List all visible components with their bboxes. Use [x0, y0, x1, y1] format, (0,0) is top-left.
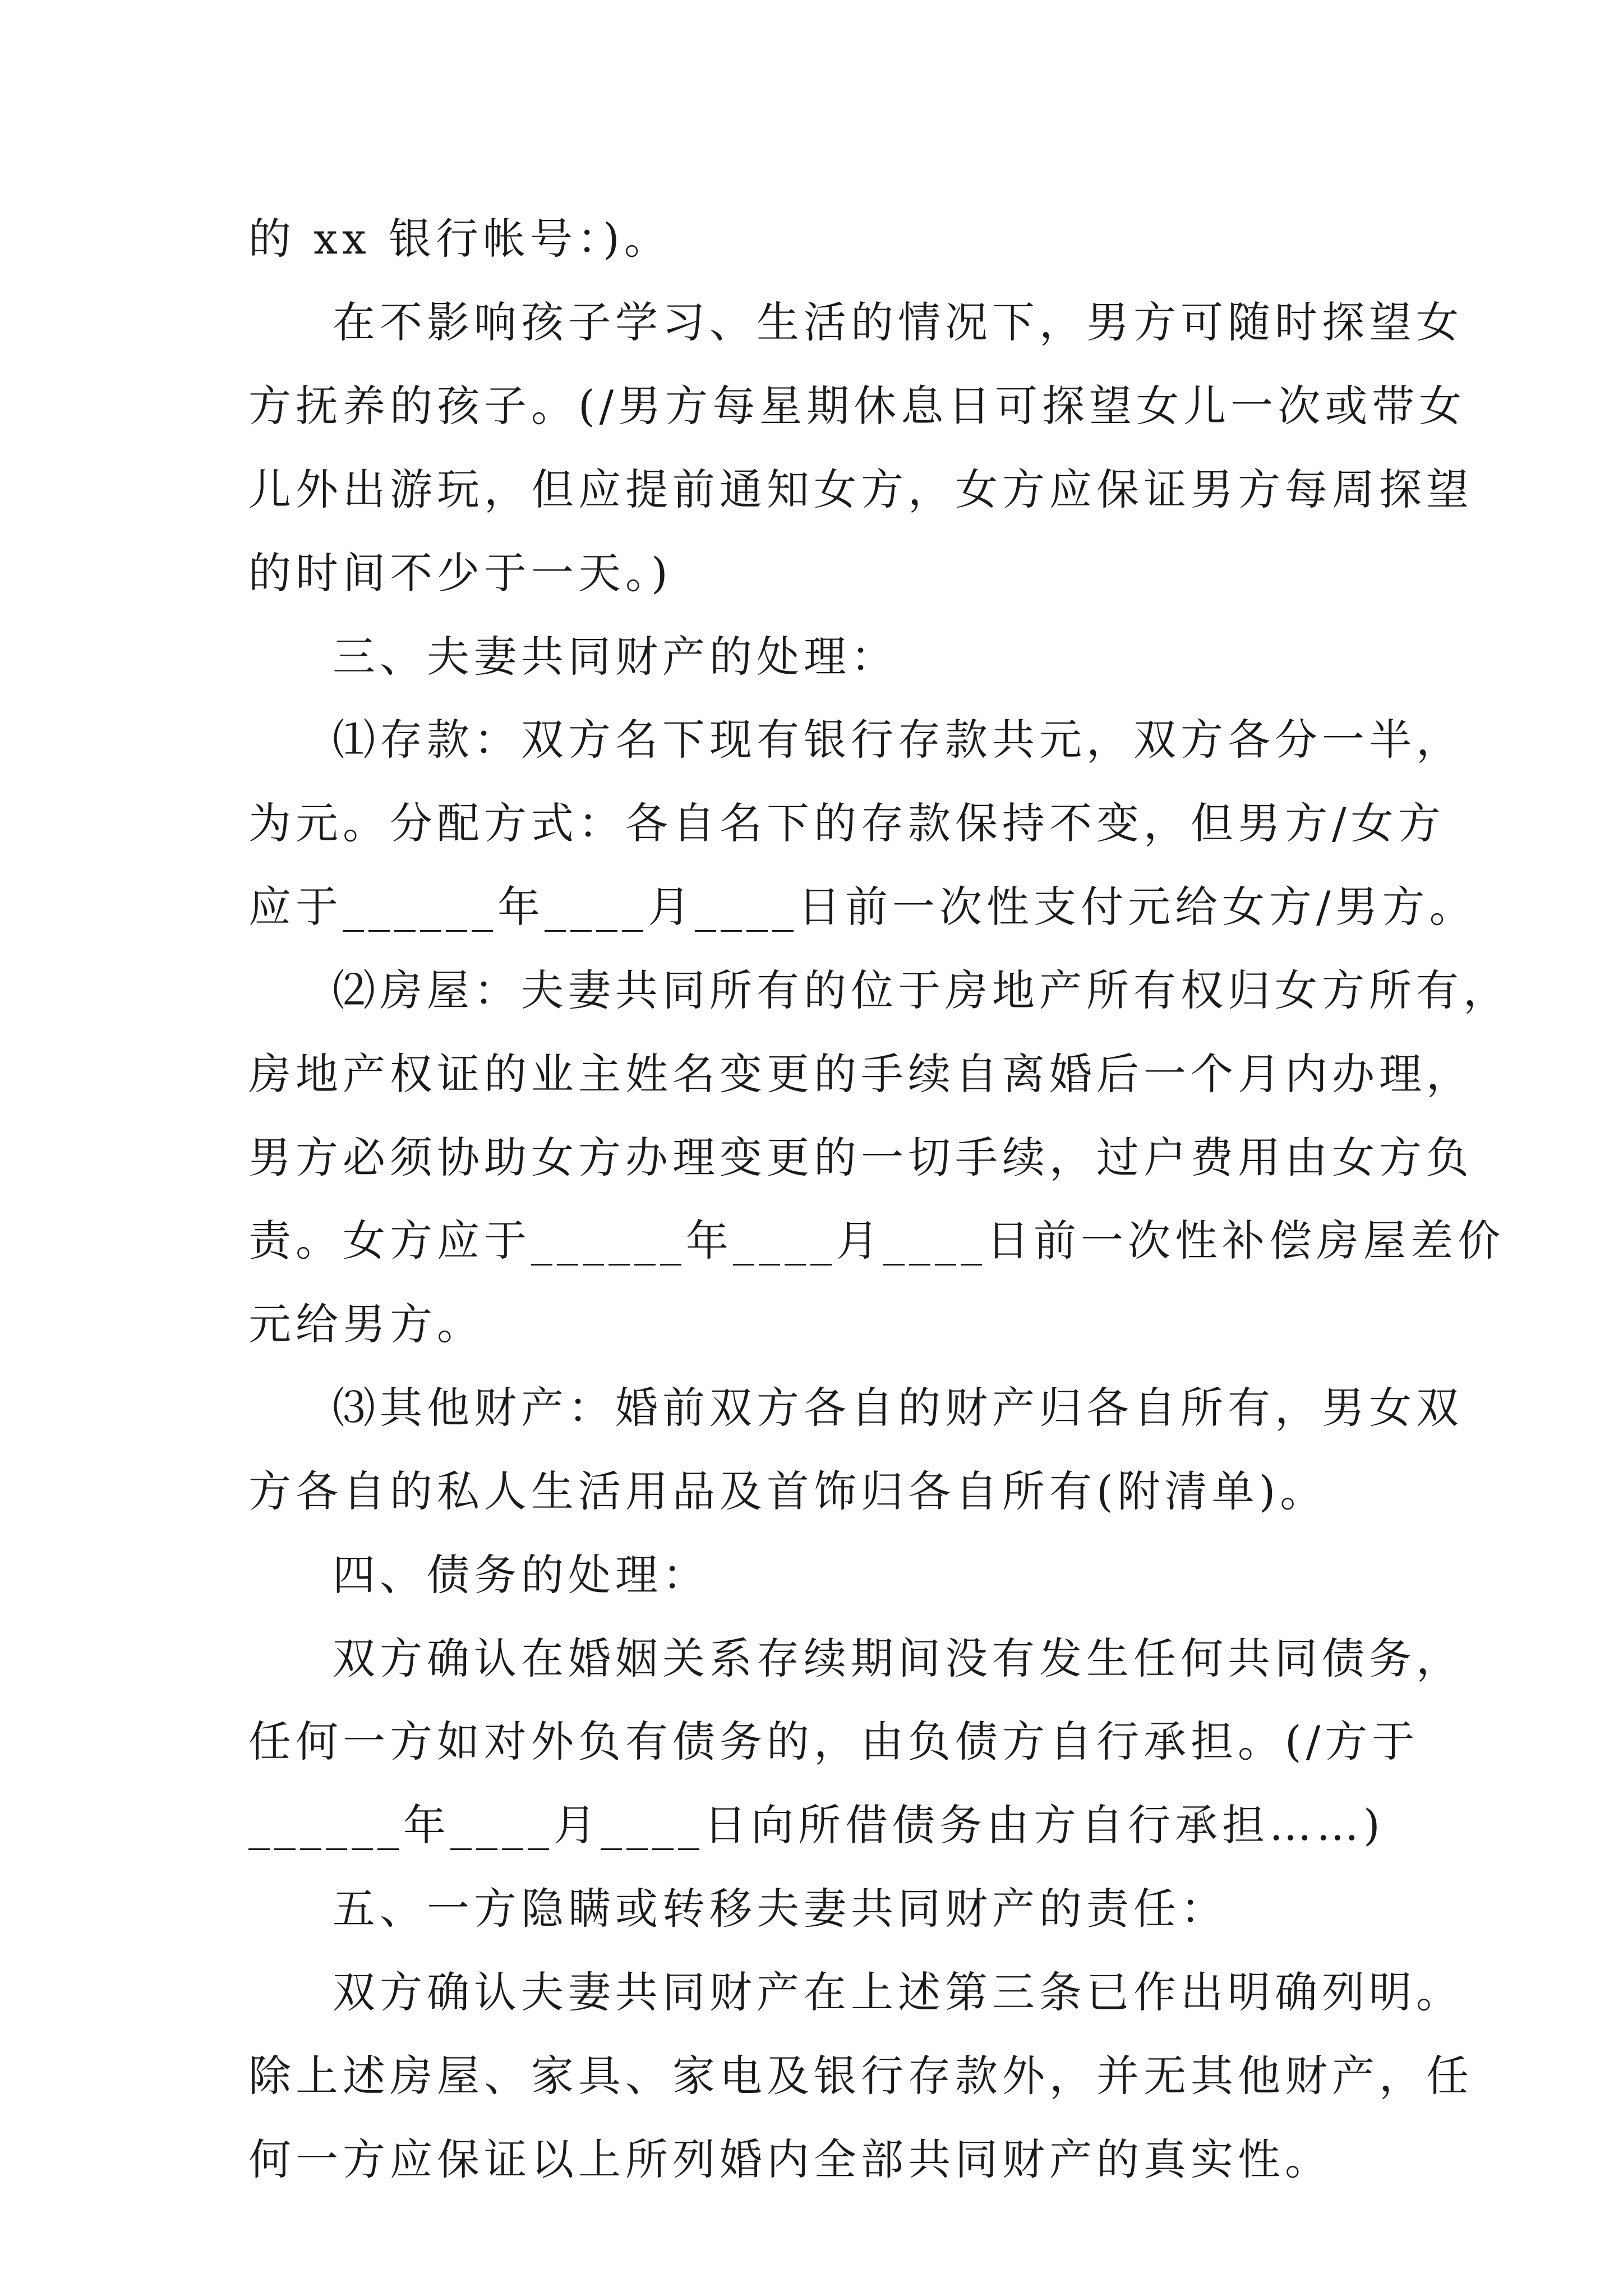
text-line: ⑵房屋：夫妻共同所有的位于房地产所有权归女方所有，: [333, 965, 1510, 1015]
text-line: 在不影响孩子学习、生活的情况下，男方可随时探望女: [333, 297, 1463, 347]
text-line: 为元。分配方式：各自名下的存款保持不变，但男方/女方: [248, 798, 1445, 848]
text-line: 的 xx 银行帐号：)。: [248, 214, 671, 264]
text-line: 责。女方应于______年____月____日前一次性补偿房屋差价: [248, 1216, 1505, 1266]
text-line: 双方确认在婚姻关系存续期间没有发生任何共同债务，: [333, 1634, 1463, 1683]
text-line: 除上述房屋、家具、家电及银行存款外，并无其他财产，任: [248, 2051, 1473, 2101]
text-line: 方各自的私人生活用品及首饰归各自所有(附清单)。: [248, 1466, 1327, 1516]
section-heading: 四、债务的处理：: [333, 1550, 709, 1600]
text-line: 元给男方。: [248, 1299, 484, 1349]
text-line: 儿外出游玩，但应提前通知女方，女方应保证男方每周探望: [248, 464, 1473, 514]
text-line: 的时间不少于一天。): [248, 548, 672, 598]
text-line: 房地产权证的业主姓名变更的手续自离婚后一个月内办理，: [248, 1049, 1473, 1099]
text-line: ⑶其他财产：婚前双方各自的财产归各自所有，男女双: [333, 1383, 1463, 1433]
text-line: ______年____月____日向所借债务由方自行承担……): [248, 1800, 1385, 1850]
text-line: 男方必须协助女方办理变更的一切手续，过户费用由女方负: [248, 1133, 1473, 1182]
text-line: 应于______年____月____日前一次性支付元给女方/男方。: [248, 882, 1477, 932]
text-line: 双方确认夫妻共同财产在上述第三条已作出明确列明。: [333, 1967, 1463, 2017]
text-line: 何一方应保证以上所列婚内全部共同财产的真实性。: [248, 2134, 1332, 2184]
section-heading: 三、夫妻共同财产的处理：: [333, 632, 898, 682]
text-line: 任何一方如对外负有债务的，由负债方自行承担。(/方于: [248, 1717, 1419, 1766]
text-line: 方抚养的孩子。(/男方每星期休息日可探望女儿一次或带女: [248, 381, 1467, 431]
text-line: ⑴存款：双方名下现有银行存款共元，双方各分一半，: [333, 715, 1463, 765]
section-heading: 五、一方隐瞒或转移夫妻共同财产的责任：: [333, 1884, 1228, 1934]
